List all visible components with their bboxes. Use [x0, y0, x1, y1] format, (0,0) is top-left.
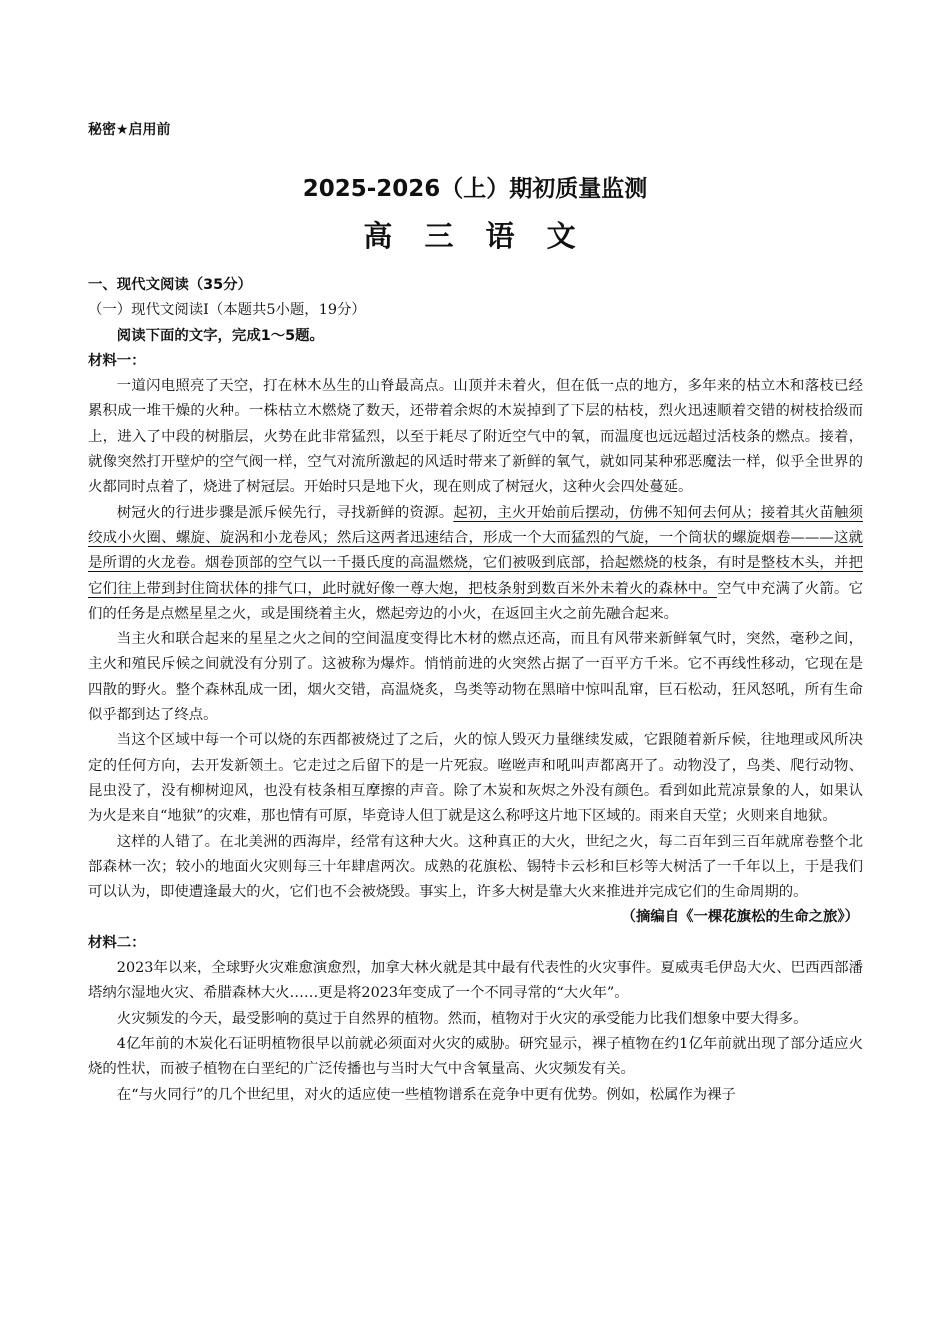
paragraph-2-tail: 空气中充满了火箭。它们的任务是点燃星星之火，或是围绕着主火，燃起旁边的小火，在返回主火之前先融合起来。	[88, 580, 863, 622]
material-2-paragraph-2: 火灾频发的今天，最受影响的莫过于自然界的植物。然而，植物对于火灾的承受能力比我们想象中要大得多。	[116, 1010, 808, 1027]
section-heading: 一、现代文阅读（35分）	[88, 277, 252, 293]
material-1-paragraph-2	[88, 501, 863, 627]
material-2-paragraph-1: 2023年以来，全球野火灾难愈演愈烈，加拿大林火就是其中最有代表性的火灾事件。夏威夷毛伊岛大火、巴西西部潘塔纳尔湿地火灾、希腊森林大火……更是将2023年变成了一个不同寻常的“大火年”。	[88, 960, 863, 1002]
exam-subject: 高 三 语 文	[363, 219, 587, 253]
exam-title: 2025-2026（上）期初质量监测	[302, 176, 648, 202]
material-1-source: （摘编自《一棵花旗松的生命之旅》）	[621, 909, 859, 926]
material-2-label: 材料二：	[88, 934, 146, 951]
subsection-heading: （一）现代文阅读Ⅰ（本题共5小题，19分）	[88, 302, 366, 319]
exam-content	[88, 273, 863, 1108]
confidential-label: 秘密★启用前	[88, 122, 171, 138]
underlined-passage: 起初，主火开始前后摆动，仿佛不知何去何从；接着其火苗触须绞成小火圈、螺旋、旋涡和小龙卷风；然后这两者迅速结合，形成一个大而猛烈的气旋，一个筒状的螺旋烟卷———这就是所谓的火龙卷。烟卷顶部的空气以一千摄氏度的高温燃烧，它们被吸到底部，拾起燃烧的枝条，有时是整枝木头，并把它们往上带到封住筒状体的排气口，此时就好像一尊大炮，把枝条射到数百米外未着火的森林中。	[88, 504, 863, 597]
material-2-paragraph-3: 4亿年前的木炭化石证明植物很早以前就必须面对火灾的威胁。研究显示，裸子植物在约1亿年前就出现了部分适应火烧的性状，而被子植物在白垩纪的广泛传播也与当时大气中含氧量高、火灾频发有关。	[88, 1035, 863, 1078]
material-1-paragraph-1: 一道闪电照亮了天空，打在林木丛生的山脊最高点。山顶并未着火，但在低一点的地方，多年来的枯立木和落枝已经累积成一堆干燥的火种。一株枯立木燃烧了数天，还带着余烬的木炭掉到了下层的枯枝，烈火迅速顺着交错的树枝拾级而上，进入了中段的树脂层，火势在此非常猛烈，以至于耗尽了附近空气中的氧，而温度也远远超过活枝条的燃点。接着，就像突然打开壁炉的空气阀一样，空气对流所激起的风适时带来了新鲜的氧气，就如同某种邪恶魔法一样，似乎全世界的火都同时点着了，烧进了树冠层。开始时只是地下火，现在则成了树冠火，这种火会四处蔓延。	[88, 378, 863, 496]
material-1-label: 材料一：	[88, 352, 146, 369]
paragraph-2-lead: 树冠火的行进步骤是派斥候先行，寻找新鲜的资源。	[116, 504, 454, 521]
material-1-paragraph-5: 这样的人错了。在北美洲的西海岸，经常有这种大火。这种真正的大火，世纪之火，每二百年到三百年就席卷整个北部森林一次；较小的地面火灾则每三十年肆虐两次。成熟的花旗松、锡特卡云杉和巨杉等大树活了一千年以上，于是我们可以认为，即使遭逢最大的火，它们也不会被烧毁。事实上，许多大树是靠大火来推进并完成它们的生命周期的。	[88, 833, 863, 901]
material-1-paragraph-4: 当这个区域中每一个可以烧的东西都被烧过了之后，火的惊人毁灭力量继续发威，它跟随着新斥候，往地理或风所决定的任何方向，去开发新领土。它走过之后留下的是一片死寂。咝咝声和吼叫声都离开了。动物没了，鸟类、爬行动物、昆虫没了，没有柳树迎风，也没有枝条相互摩擦的声音。除了木炭和灰烬之外没有颜色。看到如此荒凉景象的人，如果认为火是来自“地狱”的灾难，那也情有可原，毕竟诗人但丁就是这么称呼这片地下区域的。雨来自天堂；火则来自地狱。	[88, 732, 863, 825]
material-2-paragraph-4: 在“与火同行”的几个世纪里，对火的适应使一些植物谱系在竞争中更有优势。例如，松属作为裸子	[116, 1086, 736, 1103]
material-1-paragraph-3: 当主火和联合起来的星星之火之间的空间温度变得比木材的燃点还高，而且有风带来新鲜氧气时，突然，毫秒之间，主火和殖民斥候之间就没有分别了。这被称为爆炸。悄悄前进的火突然占据了一百平方千米。它不再线性移动，它现在是四散的野火。整个森林乱成一团，烟火交错，高温烧炙，鸟类等动物在黑暗中惊叫乱窜，巨石松动，狂风怒吼，所有生命似乎都到达了终点。	[88, 631, 863, 724]
reading-instruction: 阅读下面的文字，完成1～5题。	[116, 327, 324, 344]
